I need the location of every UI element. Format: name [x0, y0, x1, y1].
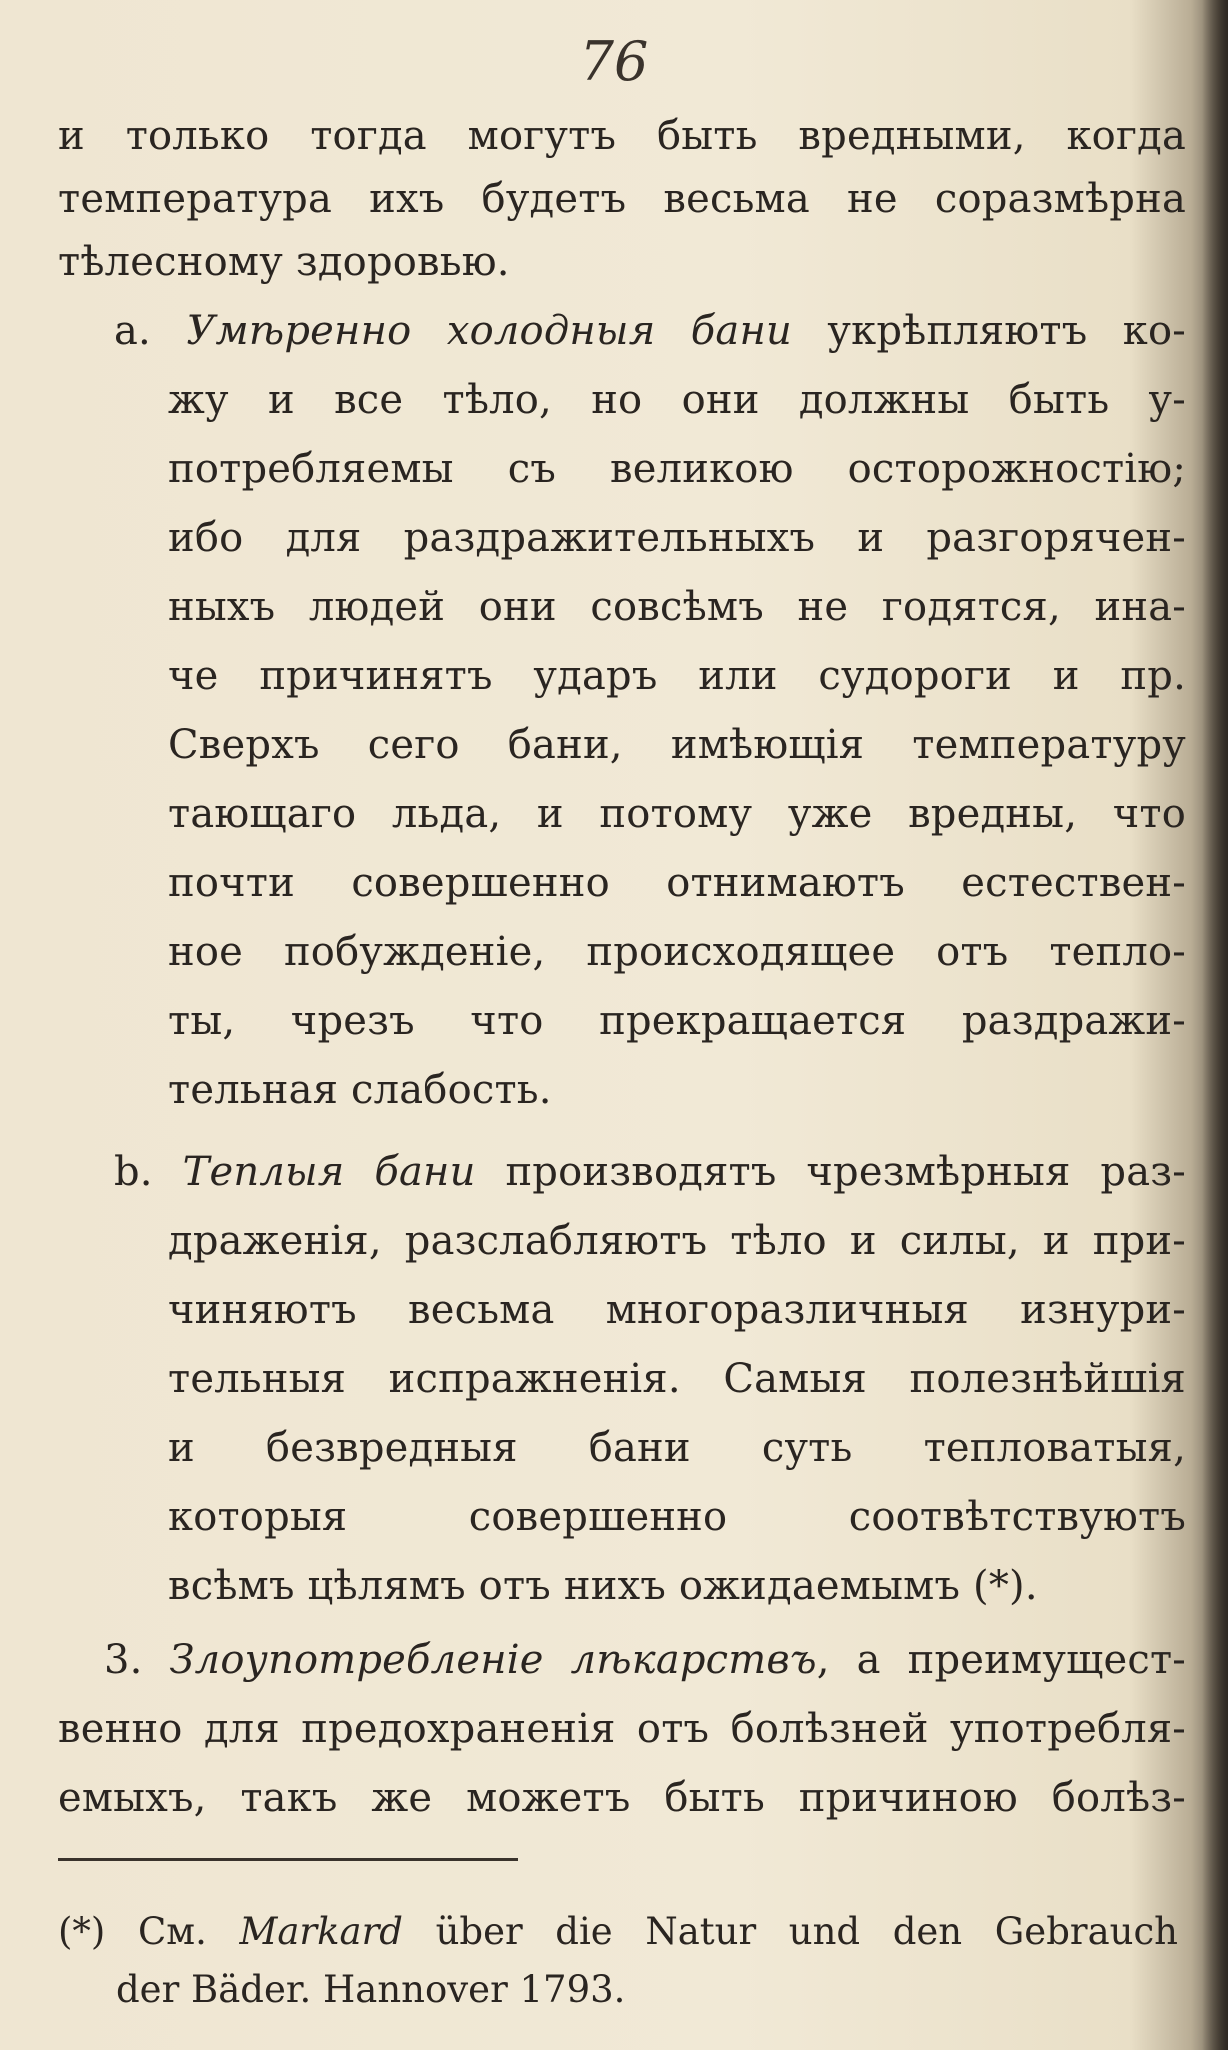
text-line: ное побужденіе, происходящее отъ тепло-	[168, 929, 1186, 975]
footnote-line: (*) См. Markard über die Natur und den Gebrauch	[58, 1910, 1179, 1953]
text-line: Сверхъ сего бани, имѣющія температуру	[168, 722, 1186, 768]
section-3: 3. Злоупотребленіе лѣкарствъ, а преимущест-	[104, 1637, 1186, 1683]
text-line: и безвредныя бани суть тепловатыя,	[168, 1425, 1186, 1471]
list-item-b: b. Теплыя бани производятъ чрезмѣрныя раз-	[114, 1149, 1186, 1195]
text-line: тѣлесному здоровью.	[58, 239, 510, 285]
text-line: тельныя испражненія. Самыя полезнѣйшія	[168, 1356, 1186, 1402]
page-edge-shadow	[1202, 0, 1228, 2050]
text-line: ты, чрезъ что прекращается раздражи-	[168, 998, 1186, 1044]
text-line: емыхъ, такъ же можетъ быть причиною болѣз-	[58, 1775, 1186, 1821]
text-line: тельная слабость.	[168, 1067, 552, 1113]
text-line: тающаго льда, и потому уже вредны, что	[168, 791, 1186, 837]
text-line: че причинятъ ударъ или судороги и пр.	[168, 653, 1186, 699]
text-line: ныхъ людей они совсѣмъ не годятся, ина-	[168, 584, 1186, 630]
page-number: 76	[579, 30, 649, 93]
text-line: потребляемы съ великою осторожностію;	[168, 446, 1186, 492]
text-line: венно для предохраненія отъ болѣзней употребля-	[58, 1706, 1186, 1752]
list-item-a: a. Умѣренно холодныя бани укрѣпляютъ ко-	[114, 308, 1186, 354]
text-line: чиняютъ весьма многоразличныя изнури-	[168, 1287, 1186, 1333]
text-line: и только тогда могутъ быть вредными, когда	[58, 113, 1186, 159]
text-line: которыя совершенно соотвѣтствуютъ	[168, 1494, 1186, 1540]
text-line: всѣмъ цѣлямъ отъ нихъ ожидаемымъ (*).	[168, 1563, 1038, 1609]
text-line: жу и все тѣло, но они должны быть у-	[168, 377, 1186, 423]
text-line: почти совершенно отнимаютъ естествен-	[168, 860, 1186, 906]
footnote-rule	[58, 1858, 518, 1861]
footnote-line: der Bäder. Hannover 1793.	[116, 1968, 626, 2011]
text-line: ибо для раздражительныхъ и разгорячен-	[168, 515, 1186, 561]
text-line: температура ихъ будетъ весьма не соразмѣрна	[58, 176, 1186, 222]
text-line: драженія, разслабляютъ тѣло и силы, и при-	[168, 1218, 1186, 1264]
